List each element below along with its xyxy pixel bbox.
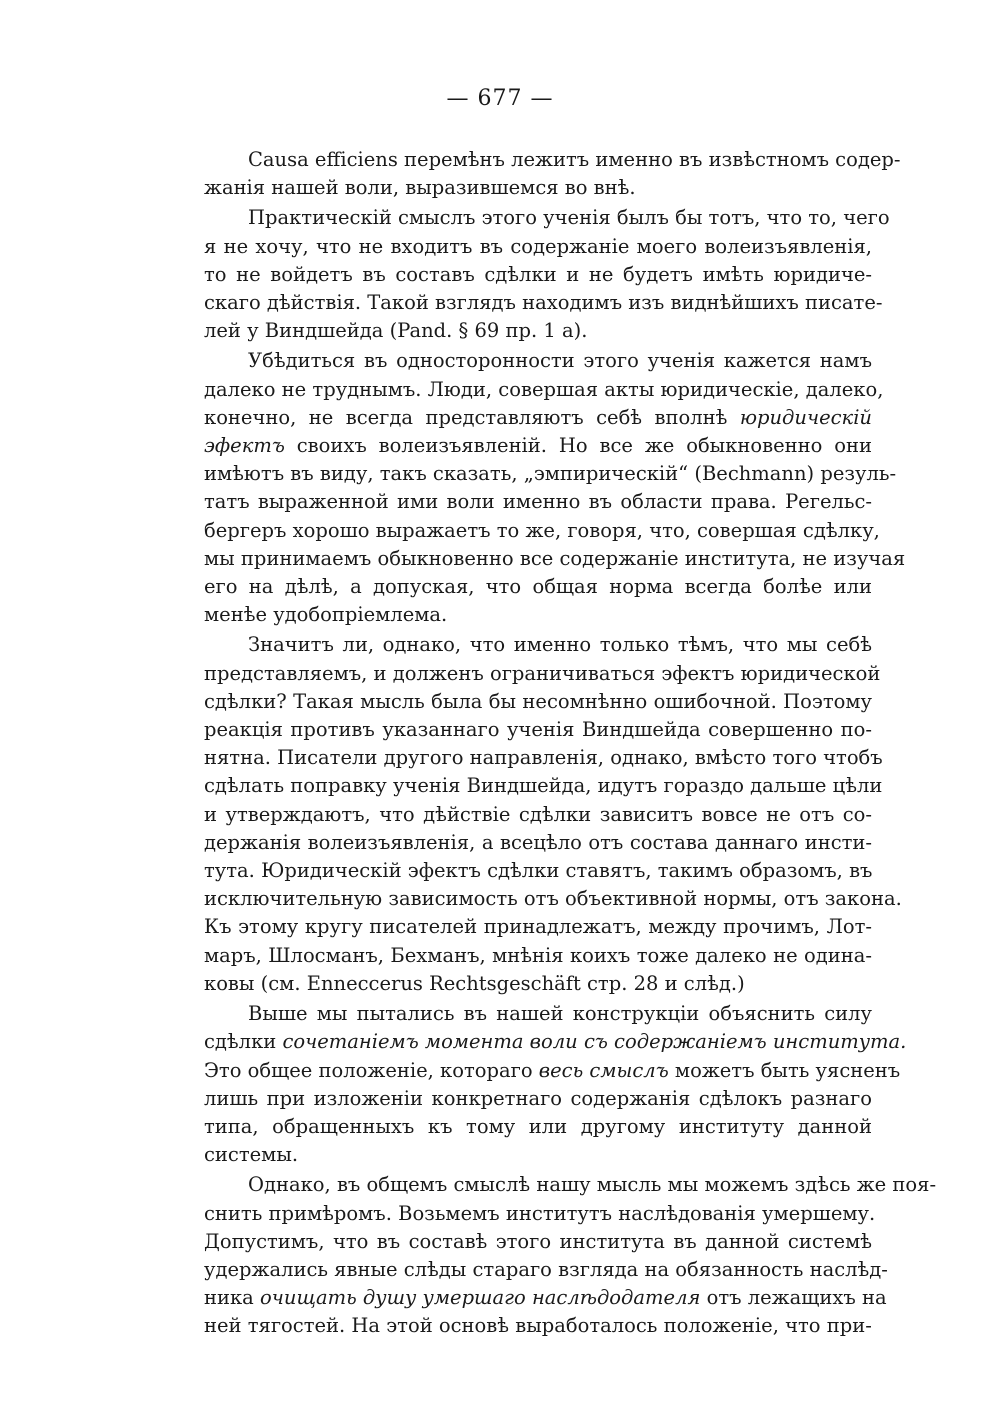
paragraph — [160, 631, 902, 998]
text-segment: снить примѣромъ. Возьмемъ институтъ наслѣдованія умершему. — [204, 1201, 876, 1225]
text-segment: Значитъ ли, однако, что именно только тѣмъ, что мы себѣ — [248, 633, 872, 657]
text-line — [160, 1000, 872, 1028]
text-segment: татъ выраженной ими воли именно въ области права. Регельс- — [204, 490, 872, 514]
text-line — [160, 347, 872, 375]
paragraph — [160, 1171, 937, 1340]
text-line — [160, 204, 890, 232]
text-segment: Къ этому кругу писателей принадлежатъ, между прочимъ, Лот- — [204, 915, 872, 939]
text-line — [160, 1113, 872, 1141]
text-line — [160, 1171, 937, 1199]
text-line — [160, 317, 872, 345]
text-segment: менѣе удобопріемлема. — [204, 603, 448, 627]
text-segment: Однако, въ общемъ смыслѣ нашу мысль мы можемъ здѣсь же поя- — [248, 1173, 937, 1197]
text-line — [160, 942, 872, 970]
text-segment: маръ, Шлосманъ, Бехманъ, мнѣнія коихъ тоже далеко не одина- — [204, 943, 872, 967]
text-segment: его на дѣлѣ, а допуская, что общая норма всегда болѣе или — [204, 575, 872, 599]
text-segment: бергеръ хорошо выражаетъ то же, говоря, что, совершая сдѣлку, — [204, 518, 880, 542]
text-segment: скаго дѣйствія. Такой взглядъ находимъ изъ виднѣйшихъ писате- — [204, 291, 883, 315]
text-segment: реакція противъ указаннаго ученія Виндшейда совершенно по- — [204, 718, 872, 742]
text-line — [160, 1256, 888, 1284]
text-line — [160, 376, 884, 404]
text-line — [160, 660, 881, 688]
text-line — [160, 146, 901, 174]
text-segment: и утверждаютъ, что дѣйствіе сдѣлки зависитъ вовсе не отъ со- — [204, 802, 872, 826]
text-line — [160, 772, 883, 800]
text-segment: отъ лежащихъ на — [700, 1286, 887, 1310]
text-segment: жанія нашей воли, выразившемся во внѣ. — [204, 176, 636, 200]
text-segment: можетъ быть уясненъ — [668, 1058, 901, 1082]
text-line — [160, 432, 872, 460]
text-line — [160, 857, 872, 885]
italic-text: эфектъ — [204, 434, 285, 458]
text-segment: нятна. Писатели другого направленія, однако, вмѣсто того чтобъ — [204, 746, 883, 770]
text-line — [160, 631, 872, 659]
text-line — [160, 174, 872, 202]
text-line — [160, 1200, 876, 1228]
text-line — [160, 801, 872, 829]
text-segment: Выше мы пытались въ нашей конструкціи объяснить силу — [248, 1002, 872, 1026]
text-segment: я не хочу, что не входитъ въ содержаніе моего волеизъявленія, — [204, 234, 872, 258]
text-line — [160, 1284, 887, 1312]
paragraph — [160, 204, 890, 345]
text-segment: Практическій смыслъ этого ученія былъ бы тотъ, что то, чего — [248, 206, 890, 230]
body-text — [160, 146, 937, 1343]
text-line — [160, 970, 872, 998]
text-line — [160, 261, 872, 289]
text-segment: представляемъ, и долженъ ограничиваться эфектъ юридической — [204, 661, 881, 685]
text-line — [160, 829, 872, 857]
text-line — [160, 885, 902, 913]
paragraph — [160, 146, 901, 202]
text-segment: то не войдетъ въ составъ сдѣлки и не будетъ имѣть юридиче- — [204, 262, 872, 286]
italic-text: очищать душу умершаго наслѣдодателя — [260, 1286, 701, 1310]
text-segment: Это общее положеніе, котораго — [204, 1058, 539, 1082]
text-line — [160, 688, 872, 716]
text-segment: далеко не труднымъ. Люди, совершая акты юридическіе, далеко, — [204, 377, 884, 401]
text-segment: лишь при изложеніи конкретнаго содержанія сдѣлокъ разнаго — [204, 1086, 872, 1110]
text-segment: ней тягостей. На этой основѣ выработалось положеніе, что при- — [204, 1314, 872, 1338]
text-line — [160, 716, 872, 744]
text-segment: исключительную зависимость отъ объективной нормы, отъ закона. — [204, 887, 902, 911]
text-segment: мы принимаемъ обыкновенно все содержаніе института, не изучая — [204, 546, 906, 570]
text-line — [160, 1141, 872, 1169]
text-line — [160, 460, 897, 488]
text-segment: сдѣлки? Такая мысль была бы несомнѣнно ошибочной. Поэтому — [204, 689, 872, 713]
text-segment: системы. — [204, 1143, 299, 1167]
text-line — [160, 601, 872, 629]
page-number: — 677 — — [446, 86, 554, 111]
text-line — [160, 573, 872, 601]
text-segment: Causa efficiens перемѣнъ лежитъ именно въ извѣстномъ содер- — [248, 148, 901, 171]
text-segment: имѣютъ въ виду, такъ сказать, „эмпирическій“ (Bechmann) резуль- — [204, 462, 897, 486]
text-segment: конечно, не всегда представляютъ себѣ вполнѣ — [204, 405, 740, 429]
text-line — [160, 289, 883, 317]
text-line — [160, 1057, 901, 1085]
text-line — [160, 744, 883, 772]
text-line — [160, 913, 872, 941]
text-line — [160, 404, 872, 432]
text-segment: сдѣлки — [204, 1030, 283, 1054]
text-segment: своихъ волеизъявленій. Но все же обыкновенно они — [284, 434, 872, 458]
text-segment: держанія волеизъявленія, а всецѣло отъ состава даннаго инсти- — [204, 830, 872, 854]
paragraph — [160, 347, 906, 629]
text-segment: типа, обращенныхъ къ тому или другому институту данной — [204, 1114, 872, 1138]
text-line — [160, 1228, 872, 1256]
text-segment: Допустимъ, что въ составѣ этого института въ данной системѣ — [204, 1229, 872, 1253]
text-segment: тута. Юридическій эфектъ сдѣлки ставятъ, такимъ образомъ, въ — [204, 859, 873, 883]
text-segment: Убѣдиться въ односторонности этого ученія кажется намъ — [248, 349, 872, 373]
text-line — [160, 488, 872, 516]
text-segment: ника — [204, 1286, 261, 1310]
text-line — [160, 545, 906, 573]
paragraph — [160, 1000, 907, 1169]
italic-text: сочетаніемъ момента воли съ содержаніемъ института. — [282, 1030, 907, 1054]
text-line — [160, 1028, 907, 1056]
text-segment: удержались явные слѣды стараго взгляда на обязанность наслѣд- — [204, 1257, 888, 1281]
text-line — [160, 1085, 872, 1113]
text-segment: сдѣлать поправку ученія Виндшейда, идутъ гораздо дальше цѣли — [204, 774, 883, 798]
italic-text: весь смыслъ — [538, 1058, 669, 1082]
text-segment: ковы (см. Enneccerus Rechtsgeschäft стр. 28 и слѣд.) — [204, 971, 745, 995]
italic-text: юридическій — [739, 405, 872, 429]
text-line — [160, 233, 872, 261]
text-segment: лей у Виндшейда (Pand. § 69 пр. 1 а). — [204, 319, 588, 343]
text-line — [160, 1312, 872, 1340]
text-line — [160, 517, 880, 545]
